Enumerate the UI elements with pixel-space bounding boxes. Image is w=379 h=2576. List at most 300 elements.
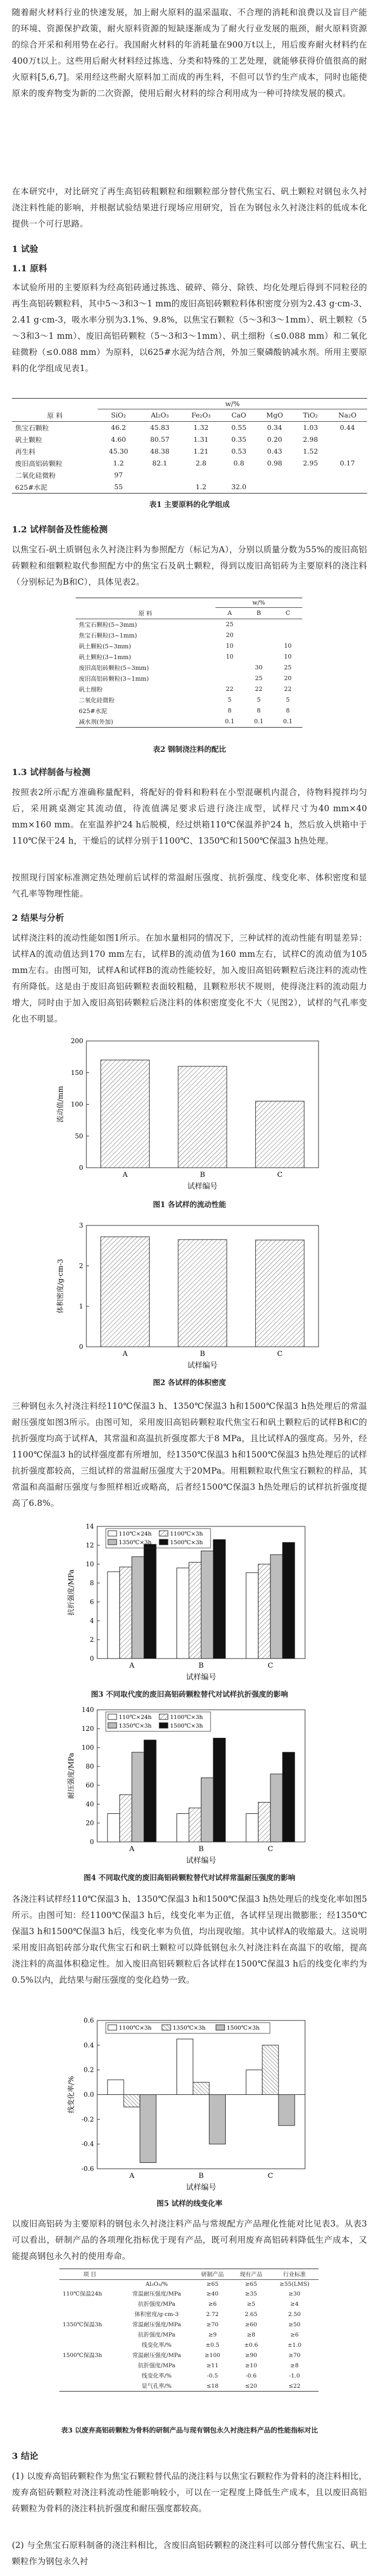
- bar: [279, 2095, 295, 2126]
- table-cell: ≥10: [245, 2362, 258, 2369]
- bar: [132, 1752, 144, 1842]
- conclusion-paragraph-1: (1) 以废弃高铝砖颗粒作为焦宝石颗粒替代品的浇注料与以焦宝石颗粒作为骨料的浇注料相比，废弃高铝砖颗粒对浇注料流动性能影响较小，可以在一定程度上降低生产成本，且以废旧高铝砖颗粒为骨料的浇注料抗折强度和耐压强度都较高。: [12, 2471, 367, 2513]
- figure-2-chart: [49, 1220, 329, 1371]
- table-cell: 2.65: [245, 2311, 258, 2318]
- table-cell: 抗折强度/MPa: [138, 2332, 175, 2338]
- legend-label: 1100℃×3h: [170, 1714, 203, 1721]
- table3-col-header: 研制产品: [201, 2271, 224, 2278]
- bar: [258, 1564, 270, 1659]
- table-cell: 1.21: [193, 447, 209, 455]
- table-row: [76, 716, 302, 728]
- figure-5-caption: 图5 试样的线变化率: [156, 2200, 223, 2208]
- table-row: [59, 2350, 319, 2360]
- bar: [189, 1808, 201, 1842]
- table-row: [12, 457, 367, 469]
- table-cell: 1.2: [113, 459, 124, 467]
- y-tick-label: 0: [79, 1164, 83, 1171]
- table-row: [59, 2330, 319, 2340]
- legend-swatch: [162, 2025, 171, 2030]
- table-cell: 8: [227, 707, 232, 714]
- table-row: [76, 652, 302, 662]
- table-cell: ≥4: [290, 2300, 299, 2307]
- table-cell: 常温耐压强度/MPa: [132, 2291, 181, 2297]
- table-cell: 0.1: [225, 718, 235, 725]
- table-cell: 矾土颗粒: [15, 435, 43, 444]
- table-cell: 45.30: [109, 447, 128, 455]
- table-row: [59, 2371, 319, 2381]
- table-cell: 废旧高铝砖颗粒(3~1mm): [79, 675, 149, 682]
- table-cell: 25: [226, 621, 234, 628]
- table-cell: 0.98: [267, 459, 282, 467]
- table-cell: 常温耐压强度/MPa: [132, 2352, 181, 2359]
- figure-3-caption: 图3 不同取代度的废旧高铝砖颗粒替代对试样抗折强度的影响: [91, 1690, 288, 1699]
- table-cell: 常温耐压强度/MPa: [132, 2321, 181, 2328]
- table-row: [59, 2319, 319, 2330]
- bar: [246, 1573, 259, 1659]
- table-cell: 8: [286, 707, 290, 714]
- table-cell: 32.0: [231, 483, 247, 491]
- section-2-paragraph-2: 三种钢包永久衬浇注料经110℃保温3 h、1350℃保温3 h和1500℃保温3 h热处理后的常温耐压强度如图3所示。由图可知，采用废旧高铝砖颗粒取代焦宝石和矾土颗粒后的试样B和C的抗折强度均高于试样A，其常温和高温抗折强度都大于8 MPa，且比试样A的强度高。另外，经1100℃保温3 h的试样强度都有所增加，经1350℃保温3 h和1500℃保温3 h热处理后的试样抗折强度都较高，三组试样的常温耐压强度大于20MPa。用粗颗粒取代焦宝石颗粒的样品，其常温和高温耐压强度与参照样相近或略高，后者经1500℃保温3 h热处理后的试样抗折强度提高了6.8%。: [12, 1401, 367, 1508]
- bar: [193, 2082, 209, 2095]
- y-tick-label: 0.2: [83, 2066, 94, 2074]
- table-1-group-header: w/%: [98, 399, 367, 409]
- table-cell: 5: [286, 696, 290, 703]
- table-cell: 8: [256, 707, 261, 714]
- table-cell: 二氧化硅微粉: [15, 471, 56, 479]
- table1-col-header: MgO: [266, 411, 283, 420]
- x-tick-label: A: [122, 1350, 128, 1358]
- table-cell: 25: [284, 664, 292, 671]
- x-tick-label: B: [198, 2172, 204, 2180]
- table-cell: Al₂O₃/%: [145, 2281, 168, 2287]
- section-3-title: 3 结论: [12, 2451, 38, 2461]
- bar: [144, 1544, 157, 1659]
- table-cell: 二氧化硅微粉: [79, 696, 114, 704]
- table1-col-header: Al₂O₃: [151, 411, 169, 420]
- table-row: [59, 2299, 319, 2309]
- y-tick-label: 14: [85, 1523, 94, 1530]
- legend-label: 110℃×24h: [119, 1531, 152, 1537]
- table-cell: 0.1: [254, 718, 263, 725]
- y-tick-label: 0.6: [83, 2017, 94, 2024]
- y-tick-label: 60: [85, 1782, 94, 1789]
- table-cell: 46.2: [111, 423, 126, 431]
- bar: [107, 1572, 120, 1659]
- table-cell: 22: [226, 686, 234, 693]
- legend-swatch: [159, 1714, 168, 1719]
- bar: [189, 1563, 201, 1659]
- legend-swatch: [108, 1531, 117, 1536]
- legend-label: 1100℃×3h: [170, 1531, 203, 1537]
- table-cell: 48.38: [150, 447, 170, 455]
- table1-col-header: Fe₂O₃: [191, 411, 211, 420]
- table-cell: 显气孔率/%: [141, 2383, 172, 2389]
- bar: [177, 2039, 193, 2094]
- table-cell: 矾土颗粒(3~1mm): [79, 653, 131, 661]
- x-tick-label: C: [267, 1662, 273, 1670]
- table-cell: [59, 2330, 120, 2340]
- table-cell: [59, 2360, 120, 2371]
- table-cell: 1500℃保温3h: [63, 2352, 102, 2359]
- table-cell: 0.20: [267, 435, 282, 443]
- table-row: [76, 673, 302, 684]
- table-cell: 5: [227, 696, 232, 703]
- y-tick-label: 200: [71, 1037, 83, 1045]
- table-row: [59, 2309, 319, 2319]
- intro-paragraph-2: 在本研究中，对比研究了再生高铝砖粗颗粒和细颗粒部分替代焦宝石、矾土颗粒对钢包永久衬浇注料性能的影响，并根据试验结果进行现场应用研究，旨在为钢包永久衬浇注料的低成本化提供一个可行思路。: [12, 187, 367, 229]
- table-cell: ≥55(LMS): [279, 2281, 310, 2287]
- table-cell: 抗折强度/MPa: [138, 2362, 175, 2369]
- table-cell: [293, 469, 328, 481]
- x-axis-label: 试样编号: [187, 1361, 218, 1370]
- table-cell: 0.1: [283, 718, 293, 725]
- y-tick-label: 40: [85, 1800, 94, 1808]
- bar: [201, 1551, 214, 1659]
- table-cell: 0.43: [267, 447, 282, 455]
- table-cell: 0.17: [340, 459, 355, 467]
- bar: [258, 1803, 270, 1842]
- table-cell: 22: [255, 686, 263, 693]
- table-cell: 625#水泥: [15, 483, 48, 491]
- figure-5-chart: [65, 2015, 313, 2193]
- bar: [178, 1066, 227, 1168]
- table-row: [59, 2280, 319, 2289]
- table-cell: 110℃保温24h: [63, 2291, 102, 2297]
- table-cell: 10: [284, 642, 292, 649]
- legend-label: 1100℃×3h: [119, 2025, 152, 2031]
- section-1-3-paragraph-1: 按照表2所示配方准确称量配料，将配好的骨料和粉料在小型混碾机内混合，待物料搅拌均匀后，采用跳桌测定其流动值，待流值满足要求后进行浇注成型，试样尺寸为40 mm×40 mm×160 mm。在室温养护24 h后脱模，经过烘箱110℃保温养护24 h，然后放入烘箱中于110℃保干24 h，干燥后的试样分别于1100℃、1350℃和1500℃保温3 h热处理。: [12, 787, 367, 846]
- y-axis-label: 流动值/mm: [57, 1086, 65, 1123]
- table-cell: 82.1: [152, 459, 167, 467]
- table2-col-header: B: [256, 609, 261, 617]
- y-tick-label: 1: [79, 1303, 83, 1310]
- table-cell: 0.55: [231, 423, 247, 431]
- table-cell: 80.57: [150, 435, 170, 443]
- table-2: [76, 598, 302, 728]
- bar: [246, 2070, 262, 2095]
- table-1-grid: [12, 398, 367, 494]
- table-row: [76, 641, 302, 652]
- table-row: [76, 684, 302, 695]
- table-cell: 1.52: [303, 447, 318, 455]
- figure-3-chart: [65, 1521, 313, 1683]
- y-tick-label: 0: [90, 1838, 94, 1846]
- y-tick-label: 100: [71, 1100, 83, 1108]
- bar: [120, 1567, 132, 1659]
- table-cell: [139, 481, 180, 494]
- table1-col-header: Na₂O: [338, 411, 357, 420]
- table-cell: 4.60: [111, 435, 126, 443]
- table-cell: [328, 446, 367, 457]
- y-tick-label: 0: [79, 1343, 83, 1351]
- table-1-empty-header: [12, 399, 98, 409]
- table-cell: ≤20: [245, 2382, 258, 2389]
- table-cell: [256, 469, 293, 481]
- table-cell: 1.03: [303, 423, 318, 431]
- table-2-caption: 表2 钢制浇注料的配比: [153, 745, 226, 754]
- bar: [282, 1543, 295, 1659]
- table-cell: ≤18: [206, 2382, 219, 2389]
- table2-col-header: C: [285, 609, 290, 617]
- table-cell: 97: [114, 471, 123, 479]
- table-cell: 焦宝石颗粒: [15, 423, 49, 432]
- y-tick-label: 2: [90, 1636, 94, 1643]
- table-cell: ≥65: [245, 2281, 258, 2287]
- table-cell: 减水剂(外加): [79, 718, 113, 725]
- x-tick-label: A: [129, 2172, 134, 2180]
- table2-col-header: A: [227, 609, 232, 617]
- figure-4-caption: 图4 不同取代度的废旧高铝砖颗粒替代对试样常温耐压强度的影响: [83, 1874, 296, 1882]
- table-cell: [221, 469, 256, 481]
- table-cell: [59, 2340, 120, 2350]
- x-tick-label: C: [277, 1171, 283, 1179]
- conclusion-paragraph-2: (2) 与全焦宝石原料制备的浇注料相比，含废旧高铝砖颗粒的浇注料可以部分替代焦宝石、矾土颗粒作为钢包永久衬: [12, 2540, 367, 2566]
- section-1-2-paragraph: 以焦宝石-矾土质钢包永久衬浇注料为参照配方（标记为A），分别以质量分数为55%的废旧高铝砖颗粒和细颗粒取代参照配方中的焦宝石及矾土颗粒，得到以废旧高铝砖为主要原料的浇注料（分别标记为B和C），具体见表2。: [12, 545, 367, 587]
- legend-label: 1500℃×3h: [170, 1539, 203, 1546]
- section-1-2-title: 1.2 试样制备及性能检测: [12, 524, 108, 535]
- y-tick-label: -0.6: [81, 2165, 94, 2173]
- table3-col-header: 项 目: [83, 2271, 97, 2278]
- table-cell: ±0.5: [205, 2341, 220, 2348]
- table-cell: 体积密度/g·cm-3: [134, 2311, 179, 2318]
- bar: [101, 1060, 150, 1168]
- y-tick-label: 120: [82, 1725, 94, 1732]
- y-tick-label: 0.0: [83, 2091, 94, 2099]
- table-cell: 0.35: [231, 435, 247, 443]
- table-cell: 10: [226, 653, 234, 660]
- figure-2-caption: 图2 各试样的体积密度: [153, 1379, 226, 1387]
- section-2-paragraph-1: 试样浇注料的流动性能如图1所示。在加水量相同的情况下，三种试样的流动性能有明显差异：试样A的流动值达到170 mm左右，试样B的流动值为160 mm左右，试样C的流动值为105 mm左右。由图可知，试样A和试样B的流动性能较好，加入废旧高铝砖颗粒后浇注料的流动性有所降低。这是由于废旧高铝砖颗粒表面较粗糙，且颗粒形状不规则，使得浇注料的流动阻力增大，同时由于加入废旧高铝砖颗粒后浇注料的体积密度变化不大（见图2），试样的气孔率变化也不明显。: [12, 933, 367, 1024]
- bar: [132, 1557, 144, 1659]
- table-row: [76, 630, 302, 641]
- legend-swatch: [108, 2025, 117, 2030]
- x-tick-label: B: [198, 1662, 204, 1670]
- table1-col-header: SiO₂: [111, 411, 126, 420]
- table-cell: ≥30: [288, 2290, 301, 2297]
- table-cell: 线变化率/%: [141, 2373, 172, 2379]
- bar: [177, 1568, 190, 1659]
- legend-label: 1500℃×3h: [170, 1723, 203, 1729]
- table-cell: -0.6: [245, 2372, 257, 2379]
- table-cell: [59, 2381, 120, 2392]
- table-cell: 10: [284, 653, 292, 660]
- x-tick-label: B: [200, 1171, 205, 1179]
- table-row: [76, 695, 302, 705]
- table-cell: [256, 481, 293, 494]
- table-cell: 2.98: [303, 435, 318, 443]
- y-tick-label: 140: [82, 1706, 94, 1714]
- table-cell: 1.32: [193, 423, 209, 431]
- legend-swatch: [159, 1723, 168, 1728]
- y-tick-label: 10: [85, 1560, 94, 1568]
- bar: [282, 1752, 295, 1842]
- table-cell: [244, 619, 273, 630]
- section-1-3-title: 1.3 试样制备与检测: [12, 767, 91, 777]
- x-tick-label: A: [122, 1171, 128, 1179]
- legend-swatch: [108, 1539, 117, 1545]
- table-row: [12, 469, 367, 481]
- table-cell: ≥5: [247, 2300, 255, 2307]
- table-cell: 2.8: [195, 459, 207, 467]
- x-axis-label: 试样编号: [186, 1673, 216, 1682]
- figure-1-caption: 图1 各试样的流动性能: [153, 1201, 226, 1209]
- table-cell: 再生料: [15, 447, 36, 456]
- y-axis-label: 体积密度/g·cm-3: [57, 1258, 65, 1314]
- legend-label: 1350℃×3h: [119, 1723, 152, 1729]
- table-cell: ≥100: [205, 2352, 220, 2359]
- bar: [101, 1237, 150, 1347]
- table-cell: [328, 434, 367, 446]
- x-tick-label: C: [267, 1845, 273, 1853]
- table3-col-header: [120, 2269, 193, 2280]
- x-axis-label: 试样编号: [187, 1182, 218, 1191]
- table-3-caption: 表3 以废弃高铝砖颗粒为骨料的研制产品与现有钢包永久衬浇注料产品的性能指标对比: [61, 2426, 318, 2434]
- table-cell: 2.95: [303, 459, 318, 467]
- table1-col-header: TiO₂: [303, 411, 318, 420]
- table-cell: ≥11: [206, 2362, 219, 2369]
- section-2-paragraph-4: 以废旧高铝砖为主要原料的钢包永久衬浇注料产品与常规配方产品理化性能对比见表3。从表3可以看出，研制产品的各项理化指标优于现有产品，既可利用废弃高铝砖料降低生产成本，又能提高钢包永久衬的使用寿命。: [12, 2219, 367, 2261]
- x-axis-label: 试样编号: [186, 1856, 216, 1865]
- x-tick-label: A: [129, 1845, 134, 1853]
- table-row: [76, 705, 302, 716]
- table-cell: 0.44: [340, 423, 355, 431]
- y-tick-label: 0: [90, 1655, 94, 1662]
- bar: [107, 2080, 124, 2095]
- section-1-title: 1 试验: [12, 244, 38, 254]
- intro-paragraph-1: 随着耐火材料行业的快速发展，加上耐火原料的温采温取、不合理的消耗和浪费以及盲目产能的环境、资源保护政策，耐火原料资源的短缺逐渐成为了耐火行业发展的瓶颈，耐火原料资源的综合开采和利用势在必行。我国耐火材料的年消耗量在900万t以上，用后废弃耐火材料约在400万t以上。这些用后耐火材料经过拣选、分类和特殊的工艺处理，就能够获得价值很高的耐火原料[5,6,7]。采用经这些耐火原料加工而成的再生料，不但可以节约生产成本，同时也能使原来的废弃物变为新的二次资源，使用后耐火材料的综合利用成为一种可持续发展的模式。: [12, 8, 367, 98]
- legend-label: 1350℃×3h: [119, 1539, 152, 1546]
- x-tick-label: C: [267, 2172, 273, 2180]
- table-cell: [59, 2371, 120, 2381]
- table-cell: 45.83: [150, 423, 170, 431]
- legend-swatch: [108, 1723, 117, 1728]
- table-cell: ≥6: [208, 2300, 217, 2307]
- bar: [270, 1555, 283, 1659]
- legend-swatch: [108, 1714, 117, 1719]
- table-cell: 10: [226, 642, 234, 649]
- table1-col-header: 原 料: [47, 411, 63, 420]
- y-axis-label: 耐压强度/MPa: [67, 1752, 76, 1799]
- table-cell: 矾土细粉: [79, 686, 103, 693]
- table1-col-header: CaO: [231, 411, 246, 420]
- figure-1-chart: [49, 1036, 329, 1192]
- table-3-grid: [59, 2269, 319, 2392]
- bar: [270, 1774, 283, 1842]
- table-cell: -0.5: [207, 2372, 218, 2379]
- table-cell: ≥40: [206, 2290, 219, 2297]
- y-tick-label: 100: [82, 1744, 94, 1751]
- legend-swatch: [159, 1531, 168, 1536]
- legend-label: 1500℃×3h: [227, 2025, 260, 2031]
- figure-4-chart: [65, 1704, 313, 1866]
- table-cell: 抗折强度/MPa: [138, 2301, 175, 2307]
- table-cell: ±1.0: [287, 2341, 302, 2348]
- table-cell: 0.34: [267, 423, 282, 431]
- table-cell: 22: [284, 686, 292, 693]
- table-cell: 5: [256, 696, 261, 703]
- bar: [144, 1740, 157, 1842]
- y-tick-label: 12: [85, 1542, 94, 1549]
- y-axis-label: 线变化率/%: [67, 2076, 76, 2113]
- y-tick-label: 20: [85, 1819, 94, 1827]
- table-row: [59, 2381, 319, 2392]
- table-cell: ≥6: [290, 2331, 299, 2338]
- table-cell: ≥9: [208, 2331, 217, 2338]
- y-tick-label: 50: [75, 1132, 83, 1140]
- table2-col-header: 原 料: [138, 609, 152, 617]
- legend-swatch: [216, 2025, 225, 2030]
- table-cell: 20: [284, 675, 292, 682]
- y-tick-label: 4: [90, 1617, 94, 1625]
- bar: [262, 2045, 279, 2095]
- table-cell: 2.72: [206, 2311, 219, 2318]
- section-1-1-title: 1.1 原料: [12, 263, 48, 273]
- table-cell: [215, 673, 245, 684]
- table-cell: 线变化率/%: [141, 2342, 172, 2348]
- x-tick-label: A: [129, 1662, 134, 1670]
- table-cell: 25: [255, 675, 263, 682]
- legend-label: 1350℃×3h: [173, 2025, 206, 2031]
- bar: [255, 1240, 304, 1347]
- table-cell: -1.0: [289, 2372, 300, 2379]
- table-cell: 焦宝石颗粒(5~3mm): [79, 621, 137, 628]
- table-cell: [139, 469, 180, 481]
- table-cell: [293, 481, 328, 494]
- x-tick-label: B: [200, 1350, 205, 1358]
- section-1-1-paragraph: 本试验所用的主要原料为经高铝砖通过拣选、破碎、筛分、除铁、均化处理后得到不同粒径的再生高铝砖颗粒料，其中5～3和3～1 mm的废旧高铝砖颗粒料体积密度分别为2.43 g·cm-3、2.41 g·cm-3，吸水率分别为3.1%、9.8%，以焦宝石颗粒（5～3和3～1mm）、矾土颗粒（5～3和3～1 mm）、废旧高铝砖颗粒（5～3和3～1mm）、矾土细粉（≤0.088 mm）和二氧化硅微粉（≤0.088 mm）为原料，以625#水泥为结合剂，外加三聚磷酸钠减水剂。所用主要原料的化学组成见表1。: [12, 283, 367, 373]
- y-axis-label: 抗折强度/MPa: [67, 1569, 76, 1616]
- table-cell: ≥8: [290, 2362, 299, 2369]
- y-tick-label: 2: [79, 1262, 83, 1270]
- table-cell: 625#水泥: [79, 707, 107, 715]
- table-cell: ≤22: [288, 2382, 301, 2389]
- table-cell: 废旧高铝砖颗粒: [15, 459, 63, 468]
- table-cell: ≥70: [206, 2321, 219, 2328]
- table-cell: ≥60: [245, 2321, 258, 2328]
- bar: [124, 2095, 140, 2107]
- section-2-title: 2 结果与分析: [12, 913, 64, 923]
- legend-swatch: [159, 1539, 168, 1545]
- x-axis-label: 试样编号: [186, 2183, 216, 2192]
- bar: [246, 1814, 259, 1842]
- table-cell: 2.50: [288, 2311, 301, 2318]
- table-row: [59, 2289, 319, 2299]
- table-cell: [215, 662, 245, 673]
- table-2-grid: [76, 598, 302, 728]
- table-1: [12, 398, 367, 494]
- bar: [107, 1814, 120, 1842]
- table-2-empty-header: [76, 598, 215, 608]
- y-tick-label: 8: [90, 1579, 94, 1587]
- table-cell: ±0.6: [244, 2341, 258, 2348]
- bar: [120, 1795, 132, 1842]
- table-cell: [59, 2299, 120, 2309]
- bar: [178, 1239, 227, 1347]
- section-1-3-paragraph-2: 按照现行国家标准测定热处理前后试样的常温耐压强度、抗折强度、线变化率、体积密度和显气孔率等物理性能。: [12, 873, 367, 899]
- table-cell: 焦宝石颗粒(3~1mm): [79, 632, 137, 639]
- table-cell: ≥90: [245, 2352, 258, 2359]
- y-tick-label: 150: [71, 1068, 83, 1077]
- table-cell: 0.8: [233, 459, 245, 467]
- table-cell: 1350℃保温3h: [63, 2321, 102, 2328]
- table3-col-header: 行业标准: [283, 2271, 306, 2278]
- table-cell: 矾土颗粒(5~3mm): [79, 642, 131, 650]
- bar: [140, 2095, 156, 2163]
- table-cell: ≥35: [245, 2290, 258, 2297]
- table-cell: 20: [226, 632, 234, 639]
- table-row: [12, 446, 367, 457]
- table-cell: [273, 619, 302, 630]
